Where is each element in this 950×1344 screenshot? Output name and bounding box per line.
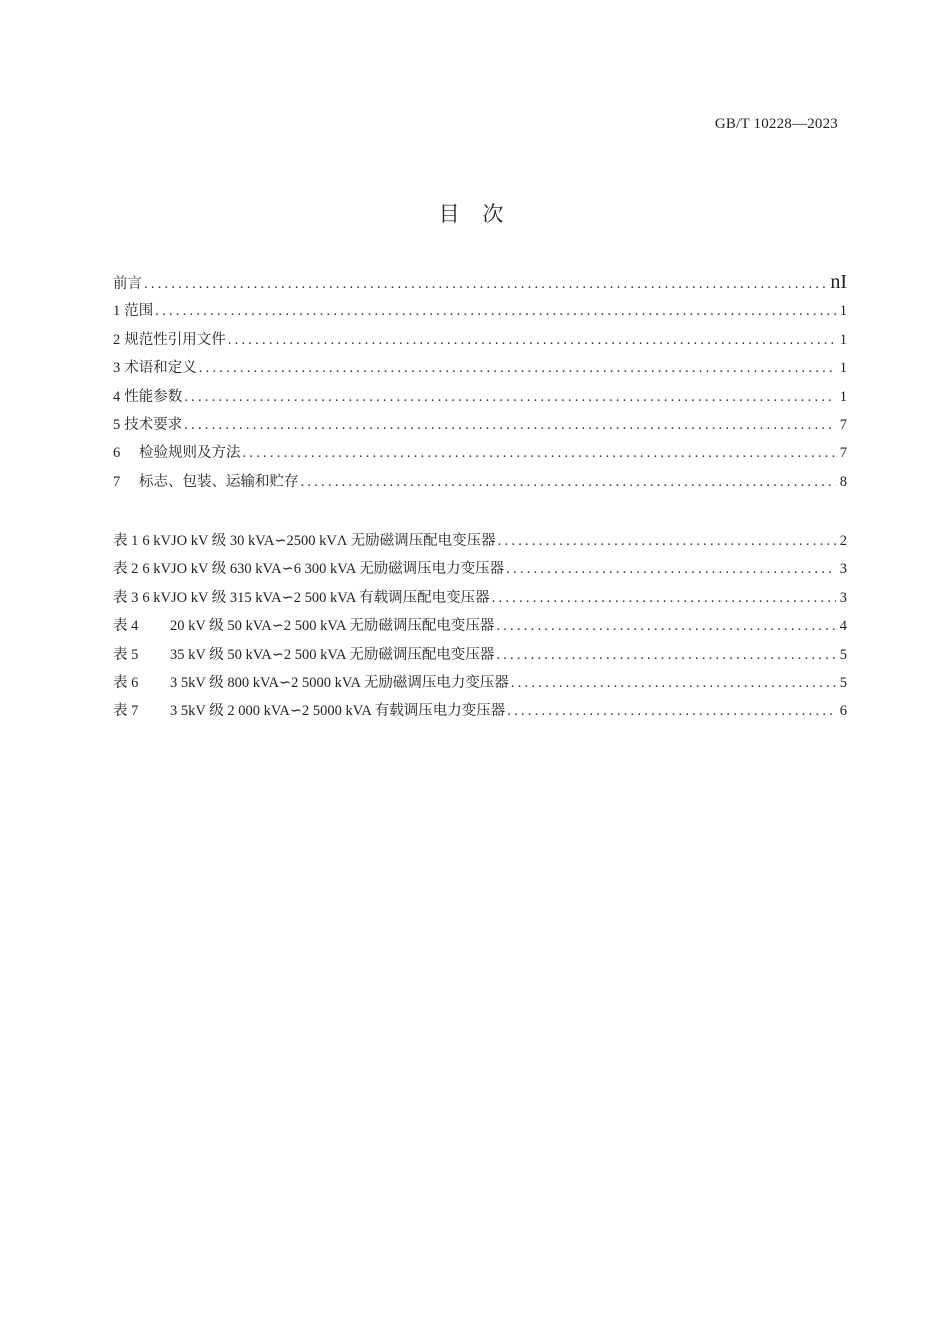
toc-entry-page: 7 [839, 445, 847, 462]
toc-entry-page: 2 [839, 533, 847, 549]
toc-entry-number: 表 7 [113, 703, 139, 720]
toc-entry-page: 1 [839, 331, 847, 348]
toc-leader-dots [243, 445, 836, 462]
toc-title: 目 次 [438, 202, 512, 226]
toc-entry-number: 表 2 [113, 561, 139, 578]
toc-entry-page: 7 [839, 416, 847, 433]
toc-leader-dots [184, 417, 836, 434]
toc-entry-label: 35 kV 级 50 kVA∽2 500 kVA 无励磁调压配电变压器 [170, 646, 495, 663]
toc-entry-table-5[interactable] [113, 643, 847, 671]
toc-entry-label: 规范性引用文件 [124, 331, 226, 348]
toc-entry-page: 5 [839, 674, 847, 691]
toc-entry-page: 3 [839, 589, 847, 606]
toc-leader-dots [492, 590, 836, 607]
toc-entry-label: 3 5kV 级 2 000 kVA∽2 5000 kVA 有载调压电力变压器 [170, 703, 506, 720]
toc-entry-page: 3 [839, 561, 847, 578]
toc-entry-number: 6 [113, 445, 121, 462]
toc-leader-dots [506, 561, 836, 578]
toc-leader-dots [144, 276, 826, 293]
toc-leader-dots [301, 474, 836, 491]
toc-leader-dots [184, 389, 836, 406]
standard-number: GB/T 10228—2023 [714, 116, 838, 132]
toc-entry-foreword[interactable] [113, 271, 847, 299]
toc-entry-page: 8 [839, 473, 847, 490]
toc-leader-dots [155, 303, 836, 320]
toc-entry-number: 表 3 [113, 589, 139, 606]
toc-entry-label: 术语和定义 [124, 360, 197, 377]
toc-entry-label: 标志、包装、运输和贮存 [139, 473, 299, 490]
toc-entry-label: 检验规则及方法 [139, 445, 241, 462]
toc-entry-number: 1 [113, 303, 121, 320]
toc-entry-section-4[interactable] [113, 385, 847, 413]
toc-entry-page: 1 [839, 360, 847, 377]
toc-entry-number: 3 [113, 360, 121, 377]
toc-leader-dots [496, 618, 835, 635]
toc-leader-dots [228, 332, 836, 349]
toc-entry-number: 表 4 [113, 618, 139, 635]
toc-entry-label: 前言 [113, 276, 142, 292]
toc-entry-number: 5 [113, 416, 121, 433]
toc-leader-dots [507, 703, 836, 720]
toc-leader-dots [199, 360, 836, 377]
toc-section-list [113, 271, 847, 498]
toc-entry-table-1[interactable] [113, 529, 847, 557]
toc-entry-table-6[interactable] [113, 671, 847, 699]
toc-entry-number: 2 [113, 331, 121, 348]
toc-entry-label: 范围 [124, 303, 154, 320]
toc-table-list [113, 529, 847, 728]
toc-entry-section-2[interactable] [113, 328, 847, 356]
toc-entry-number: 表 5 [113, 646, 139, 663]
toc-entry-section-1[interactable] [113, 299, 847, 327]
toc-entry-page: 4 [839, 618, 847, 635]
toc-entry-section-3[interactable] [113, 356, 847, 384]
toc-entry-label: 6 kVJO kV 级 30 kVA∽2500 kVΛ 无励磁调压配电变压器 [142, 533, 496, 549]
toc-entry-page: 1 [839, 303, 847, 320]
toc-entry-page: 1 [839, 388, 847, 405]
toc-entry-label: 20 kV 级 50 kVA∽2 500 kVA 无励磁调压配电变压器 [170, 618, 495, 635]
toc-entry-section-6[interactable] [113, 441, 847, 469]
toc-entry-label: 技术要求 [124, 416, 183, 433]
toc-entry-number: 4 [113, 388, 121, 405]
toc-entry-label: 6 kVJO kV 级 315 kVA∽2 500 kVA 有载调压配电变压器 [142, 589, 490, 606]
toc-entry-label: 3 5kV 级 800 kVA∽2 5000 kVA 无励磁调压电力变压器 [170, 674, 509, 691]
toc-entry-label: 6 kVJO kV 级 630 kVA∽6 300 kVA 无励磁调压电力变压器 [142, 561, 505, 578]
toc-entry-section-5[interactable] [113, 413, 847, 441]
toc-entry-number: 7 [113, 473, 121, 490]
toc-entry-page: 6 [839, 703, 847, 720]
toc-entry-section-7[interactable] [113, 470, 847, 498]
toc-leader-dots [498, 533, 836, 550]
toc-entry-label: 性能参数 [124, 388, 183, 405]
toc-entry-page: 5 [839, 646, 847, 663]
toc-leader-dots [496, 647, 835, 664]
toc-entry-table-7[interactable] [113, 699, 847, 727]
toc-entry-number: 表 6 [113, 674, 139, 691]
toc-entry-page: nI [830, 271, 847, 293]
toc-leader-dots [511, 675, 836, 692]
toc-entry-number: 表 1 [113, 533, 139, 549]
toc-entry-table-3[interactable] [113, 586, 847, 614]
toc-entry-table-2[interactable] [113, 557, 847, 585]
toc-entry-table-4[interactable] [113, 614, 847, 642]
